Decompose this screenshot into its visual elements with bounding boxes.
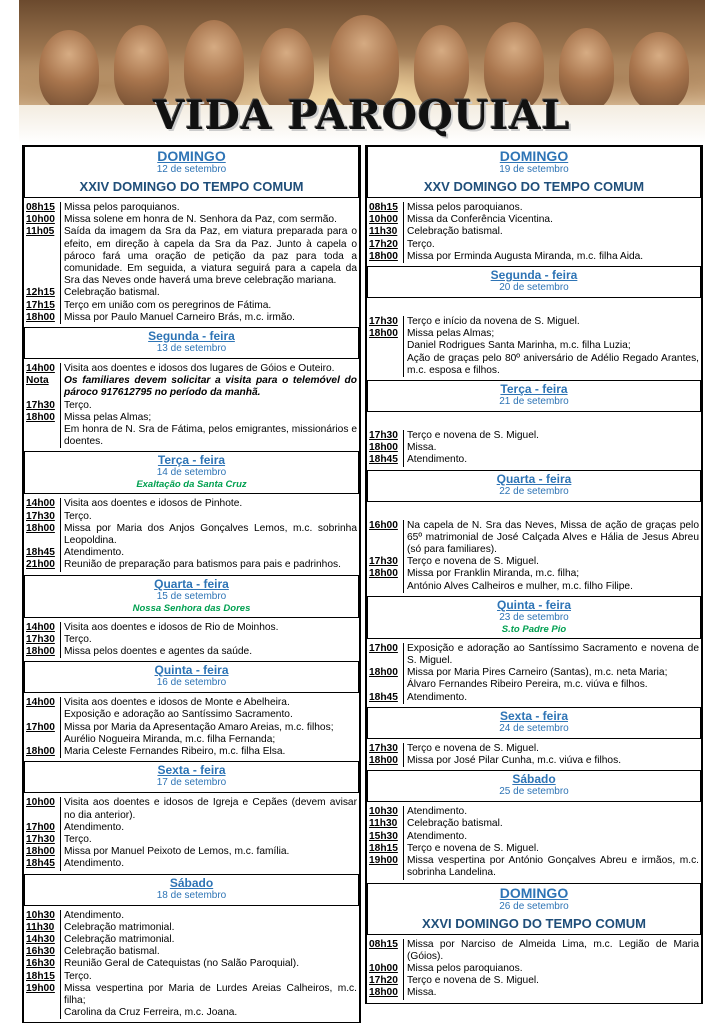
schedule-text: Exposição e adoração ao Santíssimo Sacramento e novena de S. Miguel. [403, 643, 699, 667]
schedule-text: Atendimento. [403, 831, 699, 843]
schedule-time: 18h00 [26, 646, 55, 658]
schedule-time: 18h00 [369, 667, 398, 679]
day-date: 24 de setembro [499, 722, 569, 734]
day-date: 22 de setembro [499, 485, 569, 497]
schedule-time: 14h00 [26, 621, 55, 633]
schedule-time: 14h00 [26, 363, 55, 375]
schedule-text: Celebração batismal. [403, 818, 699, 830]
schedule-time: 17h20 [369, 238, 398, 250]
schedule-time: 18h45 [26, 547, 55, 559]
schedule-row [26, 547, 357, 559]
schedule-text: Visita aos doentes e idosos dos lugares de Góios e Outeiro. [60, 363, 357, 375]
schedule-row [369, 743, 699, 755]
schedule-text: Visita aos doentes e idosos de Monte e Abelheira. [60, 697, 357, 709]
schedule-time: 17h15 [26, 299, 55, 311]
schedule-text: Terço e novena de S. Miguel. [403, 743, 699, 755]
liturgical-title: XXIV DOMINGO DO TEMPO COMUM [79, 179, 304, 194]
schedule-row [26, 983, 357, 1007]
schedule-text: Celebração batismal. [60, 287, 357, 299]
schedule-row [369, 442, 699, 454]
schedule-row [26, 971, 357, 983]
schedule-row [26, 634, 357, 646]
schedule-text: Missa por Manuel Peixoto de Lemos, m.c. família. [60, 846, 357, 858]
day-header-terca-feira [367, 380, 701, 412]
schedule-list [367, 412, 701, 470]
schedule-time [26, 709, 60, 721]
day-date: 23 de setembro [499, 611, 569, 623]
day-date: 21 de setembro [499, 396, 569, 408]
feast-name: S.to Padre Pio [501, 623, 567, 635]
schedule-list [24, 793, 359, 873]
feast-name: Exaltação da Santa Cruz [136, 479, 247, 491]
schedule-row [369, 316, 699, 328]
schedule-text: António Alves Calheiros e mulher, m.c. filho Filipe. [403, 581, 699, 593]
schedule-row [369, 755, 699, 767]
schedule-list [24, 906, 359, 1023]
schedule-text: Missa. [403, 442, 699, 454]
schedule-text: Atendimento. [60, 910, 357, 922]
schedule-row [369, 667, 699, 679]
schedule-text: Missa por Maria Pires Carneiro (Santas), m.c. neta Maria; [403, 667, 699, 679]
schedule-row [26, 300, 357, 312]
schedule-row [26, 746, 357, 758]
day-name: Terça - feira [500, 382, 568, 397]
schedule-time: 18h15 [26, 970, 55, 982]
schedule-text: Missa solene em honra de N. Senhora da Paz, com sermão. [60, 214, 357, 226]
day-header-quinta-feira [367, 596, 701, 639]
schedule-row [369, 202, 699, 214]
schedule-time: 17h30 [369, 430, 398, 442]
day-date: 14 de setembro [156, 467, 227, 479]
schedule-time: 18h00 [369, 442, 398, 454]
schedule-time: 18h00 [26, 522, 55, 534]
day-name: Sexta - feira [499, 708, 569, 723]
day-header-quarta-feira [367, 470, 701, 502]
schedule-time: 18h00 [26, 411, 55, 423]
schedule-row [26, 375, 357, 399]
day-date: 13 de setembro [156, 343, 227, 355]
schedule-time: 18h00 [26, 746, 55, 758]
schedule-text: Missa pelos paroquianos. [60, 202, 357, 214]
schedule-row [369, 831, 699, 843]
schedule-time: 17h30 [369, 742, 398, 754]
schedule-list [24, 198, 359, 327]
day-header-domingo [24, 146, 359, 198]
schedule-row [26, 511, 357, 523]
schedule-time: 18h00 [26, 311, 55, 323]
schedule-row [369, 556, 699, 568]
schedule-text: Celebração matrimonial. [60, 934, 357, 946]
schedule-text: Missa por Franklin Miranda, m.c. filha; [403, 568, 699, 580]
schedule-list [367, 502, 701, 596]
schedule-time [26, 424, 60, 448]
schedule-text: Terço. [60, 834, 357, 846]
schedule-text: Atendimento. [403, 806, 699, 818]
day-header-sabado [367, 770, 701, 802]
schedule-row [369, 328, 699, 340]
schedule-text: Terço e novena de S. Miguel. [403, 556, 699, 568]
schedule-row [369, 581, 699, 593]
schedule-text: Celebração batismal. [60, 946, 357, 958]
schedule-row [26, 722, 357, 734]
schedule-text: Atendimento. [60, 858, 357, 870]
schedule-time: 10h30 [26, 909, 55, 921]
schedule-time: 17h20 [369, 975, 398, 987]
schedule-row [369, 520, 699, 557]
schedule-time: 17h30 [26, 833, 55, 845]
day-name: DOMINGO [157, 148, 226, 164]
schedule-text: Visita aos doentes e idosos de Pinhote. [60, 498, 357, 510]
schedule-text: Missa pelas Almas; [403, 328, 699, 340]
schedule-text: Ação de graças pelo 80º aniversário de Adélio Regado Arantes, m.c. esposa e filhos. [403, 353, 699, 377]
schedule-time: 19h00 [369, 855, 398, 867]
schedule-time: 17h00 [26, 821, 55, 833]
schedule-text: Atendimento. [60, 822, 357, 834]
schedule-row [369, 679, 699, 691]
schedule-row [26, 797, 357, 821]
schedule-text: Missa pelas Almas; [60, 412, 357, 424]
schedule-time: 16h00 [369, 519, 398, 531]
schedule-row [26, 846, 357, 858]
schedule-time: 17h30 [26, 510, 55, 522]
schedule-row [369, 340, 699, 352]
schedule-text: Terço. [60, 511, 357, 523]
day-header-quarta-feira [24, 575, 359, 618]
day-date: 16 de setembro [156, 677, 227, 689]
liturgical-title: XXVI DOMINGO DO TEMPO COMUM [422, 915, 646, 931]
schedule-time: 10h00 [26, 797, 55, 809]
schedule-row [369, 643, 699, 667]
day-name: Sábado [512, 772, 556, 787]
schedule-row [369, 454, 699, 466]
schedule-time: 10h30 [369, 806, 398, 818]
schedule-time: 18h00 [26, 846, 55, 858]
schedule-row [369, 963, 699, 975]
day-header-sexta-feira [367, 707, 701, 739]
schedule-text: Daniel Rodrigues Santa Marinha, m.c. filha Luzia; [403, 340, 699, 352]
schedule-list [24, 359, 359, 451]
schedule-time: 16h30 [26, 946, 55, 958]
schedule-row [26, 709, 357, 721]
schedule-row [26, 622, 357, 634]
schedule-time: 16h30 [26, 958, 55, 970]
schedule-row [369, 843, 699, 855]
day-name: Segunda - feira [490, 268, 578, 283]
schedule-list [24, 693, 359, 761]
schedule-list [367, 639, 701, 707]
schedule-time: 10h00 [26, 214, 55, 226]
schedule-row [26, 202, 357, 214]
schedule-time [369, 679, 403, 691]
schedule-text: Missa pelos paroquianos. [403, 202, 699, 214]
schedule-row [369, 226, 699, 238]
schedule-time: 17h30 [26, 633, 55, 645]
schedule-row [26, 958, 357, 970]
schedule-text: Terço. [60, 400, 357, 412]
schedule-time: 21h00 [26, 559, 55, 571]
schedule-time: 11h30 [369, 818, 398, 830]
schedule-time: 11h30 [26, 921, 55, 933]
day-name: Sábado [169, 875, 214, 890]
schedule-list [367, 935, 701, 1003]
schedule-row [369, 251, 699, 263]
schedule-row [26, 946, 357, 958]
schedule-text: Atendimento. [60, 547, 357, 559]
schedule-time [369, 581, 403, 593]
schedule-text: Celebração matrimonial. [60, 922, 357, 934]
day-date: 17 de setembro [156, 777, 227, 789]
day-name: Terça - feira [157, 453, 226, 468]
schedule-text: Terço. [403, 239, 699, 251]
schedule-time [26, 1007, 60, 1019]
day-date: 18 de setembro [156, 889, 227, 901]
schedule-text: Em honra de N. Sra de Fátima, pelos emigrantes, missionários e doentes. [60, 424, 357, 448]
schedule-row [369, 430, 699, 442]
day-name: Quinta - feira [154, 663, 229, 678]
schedule-time: 19h00 [26, 982, 55, 994]
day-name: DOMINGO [499, 148, 569, 164]
schedule-text: Exposição e adoração ao Santíssimo Sacramento. [60, 709, 357, 721]
schedule-time: 18h00 [369, 250, 398, 262]
schedule-time: 18h45 [369, 691, 398, 703]
schedule-row [26, 910, 357, 922]
note-text: Os familiares devem solicitar a visita para o telemóvel do pároco 917612795 no período da manhã. [60, 375, 357, 399]
schedule-text: Missa. [403, 987, 699, 999]
schedule-text: Celebração batismal. [403, 226, 699, 238]
schedule-text: Terço. [60, 971, 357, 983]
schedule-row [369, 987, 699, 999]
day-name: Quarta - feira [496, 471, 572, 486]
schedule-text: Atendimento. [403, 454, 699, 466]
schedule-row [26, 858, 357, 870]
schedule-time [26, 734, 60, 746]
day-header-sexta-feira [24, 761, 359, 793]
day-header-quinta-feira [24, 661, 359, 693]
day-date: 12 de setembro [156, 164, 227, 175]
schedule-text: Missa por Paulo Manuel Carneiro Brás, m.c. irmão. [60, 312, 357, 324]
schedule-text: Visita aos doentes e idosos de Rio de Moinhos. [60, 622, 357, 634]
schedule-time: 08h15 [369, 202, 398, 213]
schedule-row [26, 922, 357, 934]
day-name: Quarta - feira [154, 576, 229, 591]
schedule-text: Terço e novena de S. Miguel. [403, 843, 699, 855]
schedule-list [367, 802, 701, 882]
schedule-time: 18h00 [369, 755, 398, 767]
schedule-text: Missa da Conferência Vicentina. [403, 214, 699, 226]
schedule-list [24, 618, 359, 662]
schedule-row [369, 214, 699, 226]
schedule-text: Reunião de preparação para batismos para pais e padrinhos. [60, 559, 357, 571]
schedule-list [367, 198, 701, 266]
schedule-text: Missa pelos doentes e agentes da saúde. [60, 646, 357, 658]
schedule-text: Aurélio Nogueira Miranda, m.c. filha Fernanda; [60, 734, 357, 746]
schedule-text: Missa por Maria dos Anjos Gonçalves Lemos, m.c. sobrinha Leopoldina. [60, 523, 357, 547]
schedule-list [367, 739, 701, 770]
schedule-text: Álvaro Fernandes Ribeiro Pereira, m.c. viúva e filhos. [403, 679, 699, 691]
schedule-row [369, 855, 699, 879]
schedule-list [367, 298, 701, 380]
schedule-time: 17h00 [26, 721, 55, 733]
schedule-time: 15h30 [369, 830, 398, 842]
schedule-text: Terço e novena de S. Miguel. [403, 975, 699, 987]
day-header-domingo [367, 883, 701, 935]
schedule-time: 14h00 [26, 697, 55, 709]
day-name: Sexta - feira [157, 763, 226, 778]
schedule-row [369, 806, 699, 818]
schedule-time: 18h45 [26, 858, 55, 870]
schedule-text: Missa vespertina por António Gonçalves Abreu e irmãos, m.c. sobrinha Landelina. [403, 855, 699, 879]
note-label: Nota [26, 375, 49, 387]
day-header-segunda-feira [24, 327, 359, 359]
schedule-row [26, 934, 357, 946]
schedule-time: 08h15 [369, 938, 398, 950]
schedule-text: Na capela de N. Sra das Neves, Missa de ação de graças pelo 65º matrimonial de José Calçada Alves e Hália de Jesus Abreu (só para familiares). [403, 520, 699, 557]
schedule-time: 14h30 [26, 933, 55, 945]
schedule-time [369, 353, 403, 377]
schedule-row [369, 939, 699, 963]
schedule-row [26, 734, 357, 746]
schedule-text: Terço e início da novena de S. Miguel. [403, 316, 699, 328]
schedule-row [26, 312, 357, 324]
schedule-time: 14h00 [26, 498, 55, 510]
schedule-row [369, 353, 699, 377]
schedule-time: 10h00 [369, 962, 398, 974]
schedule-text: Visita aos doentes e idosos de Igreja e Cepães (devem avisar no dia anterior). [60, 797, 357, 821]
schedule-time: 17h30 [369, 316, 398, 328]
schedule-text: Reunião Geral de Catequistas (no Salão Paroquial). [60, 958, 357, 970]
day-date: 25 de setembro [499, 786, 569, 798]
day-date: 20 de setembro [499, 282, 569, 294]
schedule-text: Terço e novena de S. Miguel. [403, 430, 699, 442]
schedule-row [26, 287, 357, 299]
day-header-segunda-feira [367, 266, 701, 298]
schedule-time: 12h15 [26, 287, 55, 299]
right-column [365, 145, 703, 1004]
schedule-time: 18h45 [369, 454, 398, 466]
schedule-row [26, 523, 357, 547]
schedule-row [26, 363, 357, 375]
schedule-time: 18h00 [369, 568, 398, 580]
schedule-time: 17h00 [369, 642, 398, 654]
schedule-row [26, 646, 357, 658]
day-header-sabado [24, 874, 359, 906]
liturgical-title: XXV DOMINGO DO TEMPO COMUM [423, 179, 645, 194]
day-name: Segunda - feira [148, 329, 235, 344]
schedule-time: 11h30 [369, 226, 398, 238]
day-header-terca-feira [24, 451, 359, 494]
schedule-row [26, 697, 357, 709]
schedule-text: Missa por Erminda Augusta Miranda, m.c. filha Aida. [403, 251, 699, 263]
schedule-text: Missa pelos paroquianos. [403, 963, 699, 975]
schedule-row [26, 822, 357, 834]
schedule-time: 17h30 [26, 399, 55, 411]
schedule-time: 18h15 [369, 842, 398, 854]
schedule-row [26, 498, 357, 510]
schedule-row [369, 568, 699, 580]
schedule-row [26, 214, 357, 226]
feast-name: Nossa Senhora das Dores [132, 602, 251, 614]
left-column [22, 145, 361, 1023]
schedule-text: Carolina da Cruz Ferreira, m.c. Joana. [60, 1007, 357, 1019]
schedule-time [369, 340, 403, 352]
schedule-time: 17h30 [369, 556, 398, 568]
day-date: 26 de setembro [499, 900, 569, 912]
schedule-row [26, 412, 357, 424]
schedule-time: 18h00 [369, 328, 398, 340]
schedule-text: Atendimento. [403, 692, 699, 704]
day-date: 19 de setembro [499, 164, 569, 175]
schedule-row [26, 1007, 357, 1019]
schedule-row [369, 818, 699, 830]
schedule-time: 11h05 [26, 226, 55, 238]
schedule-row [26, 226, 357, 287]
schedule-row [369, 975, 699, 987]
page-title: VIDA PAROQUIAL [153, 92, 571, 139]
day-header-domingo [367, 146, 701, 198]
schedule-text: Missa por José Pilar Cunha, m.c. viúva e filhos. [403, 755, 699, 767]
schedule-row [26, 400, 357, 412]
schedule-text: Missa por Narciso de Almeida Lima, m.c. Legião de Maria (Góios). [403, 939, 699, 963]
schedule-text: Terço. [60, 634, 357, 646]
day-name: DOMINGO [499, 884, 569, 901]
schedule-row [26, 834, 357, 846]
day-date: 15 de setembro [156, 590, 227, 602]
last-supper-banner [19, 0, 705, 143]
schedule-text: Saída da imagem da Sra da Paz, em viatura preparada para o efeito, em direção à capela da Sra da Paz. Junto à capela o pároco fará uma oração de petição da paz para toda a comunidade. Em seguida, a viatura seguirá para a capela da Sra das Neves onde haverá uma breve celebração mariana. [60, 226, 357, 287]
schedule-row [369, 239, 699, 251]
schedule-text: Maria Celeste Fernandes Ribeiro, m.c. filha Elsa. [60, 746, 357, 758]
schedule-time: 08h15 [26, 202, 55, 213]
schedule-time: 10h00 [369, 214, 398, 226]
schedule-row [26, 424, 357, 448]
schedule-text: Missa por Maria da Apresentação Amaro Areias, m.c. filhos; [60, 722, 357, 734]
schedule-row [369, 692, 699, 704]
schedule-text: Terço em união com os peregrinos de Fátima. [60, 300, 357, 312]
schedule-list [24, 494, 359, 574]
schedule-row [26, 559, 357, 571]
day-name: Quinta - feira [496, 597, 571, 612]
schedule-time: 18h00 [369, 987, 398, 999]
schedule-text: Missa vespertina por Maria de Lurdes Areias Calheiros, m.c. filha; [60, 983, 357, 1007]
